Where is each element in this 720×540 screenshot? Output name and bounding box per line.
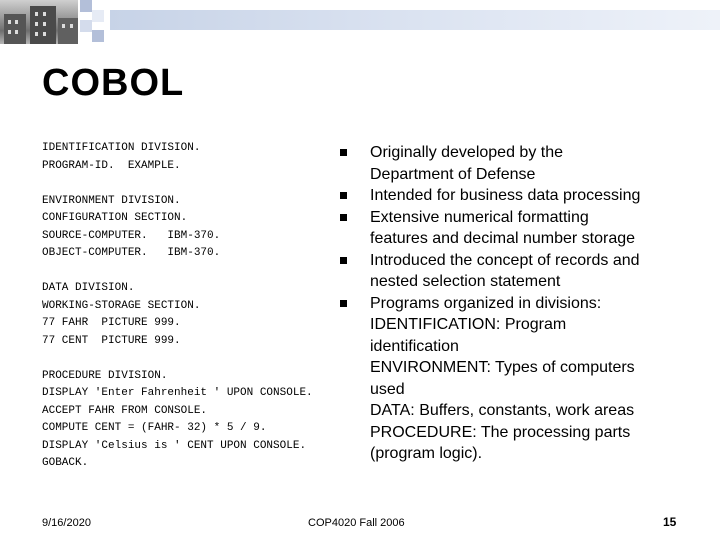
- bullet-text: Department of Defense: [370, 165, 536, 183]
- bullet-text: used: [370, 380, 405, 398]
- bullet-text: PROCEDURE: The processing parts: [370, 423, 631, 441]
- footer-course: COP4020 Fall 2006: [308, 517, 405, 529]
- bullet-text: Introduced the concept of records and: [370, 251, 640, 269]
- code-line: ENVIRONMENT DIVISION.: [42, 194, 181, 207]
- square-bullet-icon: [340, 257, 347, 264]
- bullet-text: (program logic).: [370, 445, 483, 462]
- bullet-text: DATA: Buffers, constants, work areas: [370, 402, 635, 419]
- deco-square: [92, 10, 104, 22]
- header-banner: [0, 0, 720, 48]
- code-line: DISPLAY 'Enter Fahrenheit ' UPON CONSOLE.: [42, 387, 313, 399]
- page-number: 15: [663, 515, 677, 529]
- code-line: [42, 350, 352, 368]
- code-line: PROCEDURE DIVISION.: [42, 369, 168, 382]
- deco-square: [80, 0, 92, 12]
- code-line: COMPUTE CENT = (FAHR- 32) * 5 / 9.: [42, 422, 267, 434]
- campus-photo: [0, 0, 78, 44]
- bullet-item: [340, 185, 680, 207]
- code-line: 77 FAHR PICTURE 999.: [42, 317, 181, 329]
- bullet-item: [340, 207, 680, 250]
- code-line: DATA DIVISION.: [42, 282, 135, 294]
- code-line: IDENTIFICATION DIVISION.: [42, 142, 201, 154]
- bullet-text: nested selection statement: [370, 273, 561, 290]
- bullet-text: IDENTIFICATION: Program: [370, 316, 567, 333]
- bullet-text: Originally developed by the: [370, 144, 564, 161]
- code-line: [42, 175, 352, 193]
- code-line: PROGRAM-ID. EXAMPLE.: [42, 159, 181, 172]
- code-listing: [42, 140, 352, 473]
- square-bullet-icon: [340, 192, 347, 199]
- code-line: ACCEPT FAHR FROM CONSOLE.: [42, 404, 208, 417]
- bullet-text: Extensive numerical formatting: [370, 208, 589, 226]
- slide-title: COBOL: [42, 62, 185, 104]
- square-bullet-icon: [340, 149, 347, 156]
- code-line: 77 CENT PICTURE 999.: [42, 334, 181, 347]
- code-line: OBJECT-COMPUTER. IBM-370.: [42, 247, 221, 259]
- bullet-text: ENVIRONMENT: Types of computers: [370, 359, 635, 376]
- bullet-text: identification: [370, 337, 459, 355]
- deco-square: [80, 20, 92, 32]
- bullet-text: Programs organized in divisions:: [370, 294, 602, 312]
- code-line: GOBACK.: [42, 457, 89, 469]
- deco-square: [92, 30, 104, 42]
- code-line: [42, 263, 352, 281]
- bullet-list: [340, 142, 680, 465]
- bullet-text: features and decimal number storage: [370, 230, 636, 247]
- bullet-item: [340, 142, 680, 185]
- code-line: CONFIGURATION SECTION.: [42, 212, 188, 224]
- bullet-item: [340, 250, 680, 293]
- bullet-text: Intended for business data processing: [370, 187, 641, 204]
- square-bullet-icon: [340, 214, 347, 221]
- code-line: SOURCE-COMPUTER. IBM-370.: [42, 229, 221, 242]
- banner-bar: [110, 10, 720, 30]
- square-bullet-icon: [340, 300, 347, 307]
- bullet-item: [340, 293, 680, 465]
- footer-date: 9/16/2020: [42, 517, 91, 529]
- code-line: WORKING-STORAGE SECTION.: [42, 299, 201, 312]
- code-line: DISPLAY 'Celsius is ' CENT UPON CONSOLE.: [42, 439, 307, 452]
